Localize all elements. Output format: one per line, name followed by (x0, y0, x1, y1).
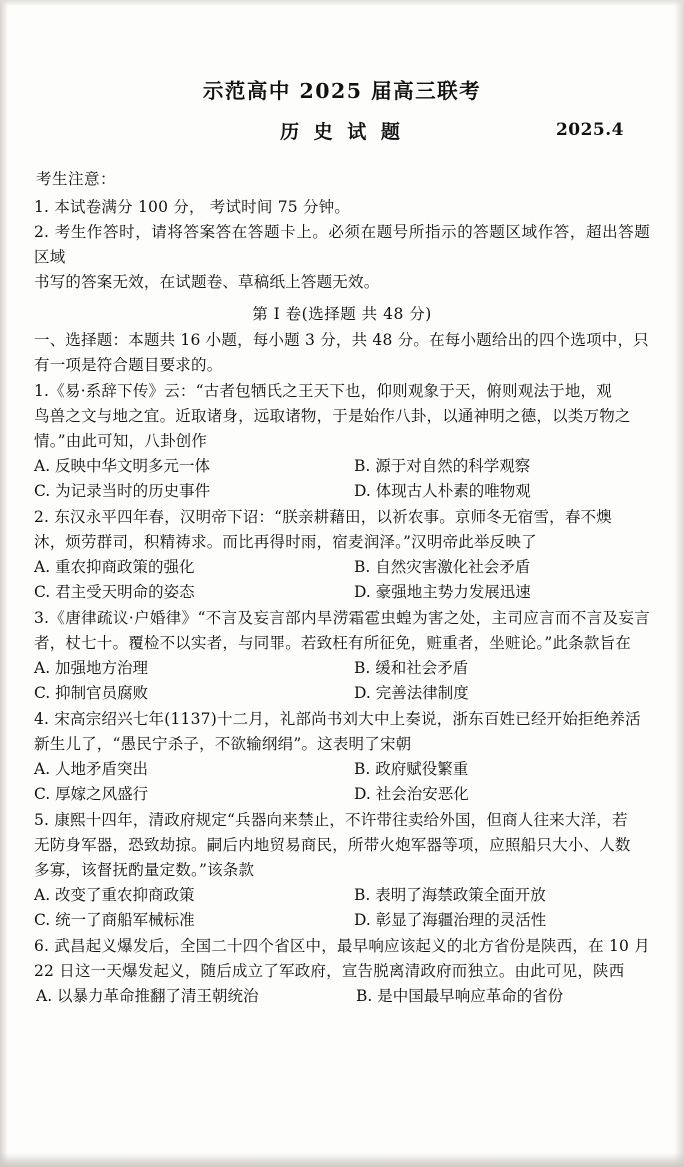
notice-item: 1. 本试卷满分 100 分， 考试时间 75 分钟。 (34, 198, 351, 216)
subtitle-row (34, 117, 650, 147)
option-b[interactable]: B. 表明了海禁政策全面开放 (354, 886, 546, 904)
option-row (34, 454, 650, 479)
option-b[interactable]: B. 自然灾害激化社会矛盾 (354, 558, 531, 576)
page-edge-shadow-right (674, 0, 684, 1167)
option-row (34, 883, 650, 908)
question-5 (34, 808, 650, 933)
question-stem: 4. 宋高宗绍兴七年(1137)十二月，礼部尚书刘大中上奏说，浙东百姓已经开始拒绝养活 (34, 710, 641, 728)
option-row (34, 656, 650, 681)
option-c[interactable]: C. 抑制官员腐败 (34, 684, 149, 702)
question-4 (34, 707, 650, 807)
option-row (34, 757, 650, 782)
question-stem: 鸟兽之文与地之宜。近取诸身，远取诸物，于是始作八卦，以通神明之德，以类万物之 (34, 407, 631, 425)
option-c[interactable]: C. 厚嫁之风盛行 (34, 785, 149, 803)
option-row (34, 681, 650, 706)
option-a[interactable]: A. 人地矛盾突出 (34, 760, 149, 778)
question-stem: 沐，烦劳群司，积精祷求。而比再得时雨，宿麦润泽。”汉明帝此举反映了 (34, 533, 537, 551)
question-stem: 2. 东汉永平四年春，汉明帝下诏：“朕亲耕藉田，以祈农事。京师冬无宿雪，春不燠 (34, 508, 612, 526)
page-edge-shadow-left (0, 0, 8, 1167)
option-d[interactable]: D. 彰显了海疆治理的灵活性 (354, 911, 547, 929)
option-b[interactable]: B. 源于对自然的科学观察 (354, 457, 531, 475)
section-intro-line: 有一项是符合题目要求的。 (34, 356, 223, 374)
question-stem: 22 日这一天爆发起义，随后成立了军政府，宣告脱离清政府而独立。由此可见，陕西 (34, 962, 625, 980)
question-6 (34, 934, 650, 1009)
question-stem: 无防身军器，恐致劫掠。嗣后内地贸易商民，所带火炮军器等项，应照船只大小、人数 (34, 836, 631, 854)
question-stem: 6. 武昌起义爆发后，全国二十四个省区中，最早响应该起义的北方省份是陕西，在 10 月 (34, 937, 650, 955)
option-row (34, 782, 650, 807)
question-stem: 1.《易·系辞下传》云：“古者包牺氏之王天下也，仰则观象于天，俯则观法于地，观 (34, 382, 612, 400)
notice-heading: 考生注意： (36, 170, 117, 188)
page-edge-shadow-bottom (0, 1153, 684, 1167)
option-row (34, 908, 650, 933)
option-row (34, 984, 650, 1009)
section-intro (34, 328, 650, 378)
question-stem: 多寡，该督抚酌量定数。”该条款 (34, 861, 255, 879)
option-d[interactable]: D. 完善法律制度 (354, 684, 469, 702)
option-row (34, 580, 650, 605)
option-b[interactable]: B. 政府赋役繁重 (354, 760, 469, 778)
option-d[interactable]: D. 豪强地主势力发展迅速 (354, 583, 531, 601)
section-title: 第 I 卷(选择题 共 48 分) (252, 305, 432, 323)
question-stem: 新生儿了，“愚民宁杀子，不欲输纲绢”。这表明了宋朝 (34, 735, 412, 753)
option-c[interactable]: C. 为记录当时的历史事件 (34, 482, 211, 500)
question-2 (34, 505, 650, 605)
notice-item: 书写的答案无效，在试题卷、草稿纸上答题无效。 (34, 273, 380, 291)
option-a[interactable]: A. 反映中华文明多元一体 (34, 457, 211, 475)
option-d[interactable]: D. 社会治安恶化 (354, 785, 469, 803)
notice-list (34, 195, 650, 295)
option-c[interactable]: C. 统一了商船军械标准 (34, 911, 195, 929)
option-b[interactable]: B. 是中国最早响应革命的省份 (356, 987, 564, 1005)
question-stem: 3.《唐律疏议·户婚律》“不言及妄言部内旱涝霜雹虫蝗为害之处，主司应言而不言及妄言者，杖七十。覆检不以实者，与同罪。若致枉有所征免，赃重者，坐赃论。”此条款旨在 (34, 609, 650, 652)
option-a[interactable]: A. 以暴力革命推翻了清王朝统治 (36, 987, 259, 1005)
option-d[interactable]: D. 体现古人朴素的唯物观 (354, 482, 531, 500)
option-a[interactable]: A. 改变了重农抑商政策 (34, 886, 195, 904)
option-a[interactable]: A. 重农抑商政策的强化 (34, 558, 195, 576)
section-intro-line: 一、选择题：本题共 16 小题，每小题 3 分，共 48 分。在每小题给出的四个选项中，只 (34, 331, 649, 349)
question-1 (34, 379, 650, 504)
subject-title: 历 史 试 题 (280, 121, 404, 143)
option-b[interactable]: B. 缓和社会矛盾 (354, 659, 469, 677)
option-c[interactable]: C. 君主受天明命的姿态 (34, 583, 195, 601)
question-stem: 5. 康熙十四年，清政府规定“兵器向来禁止，不许带往卖给外国，但商人往来大洋，若 (34, 811, 628, 829)
option-row (34, 555, 650, 580)
notice-item: 2. 考生作答时，请将答案答在答题卡上。必须在题号所指示的答题区域作答，超出答题区域 (34, 223, 650, 266)
exam-date: 2025.4 (555, 120, 624, 140)
question-stem: 情。”由此可知，八卦创作 (34, 432, 208, 450)
option-row (34, 479, 650, 504)
question-3 (34, 606, 650, 706)
option-a[interactable]: A. 加强地方治理 (34, 659, 149, 677)
page-title: 示范高中 2025 届高三联考 (202, 79, 482, 103)
